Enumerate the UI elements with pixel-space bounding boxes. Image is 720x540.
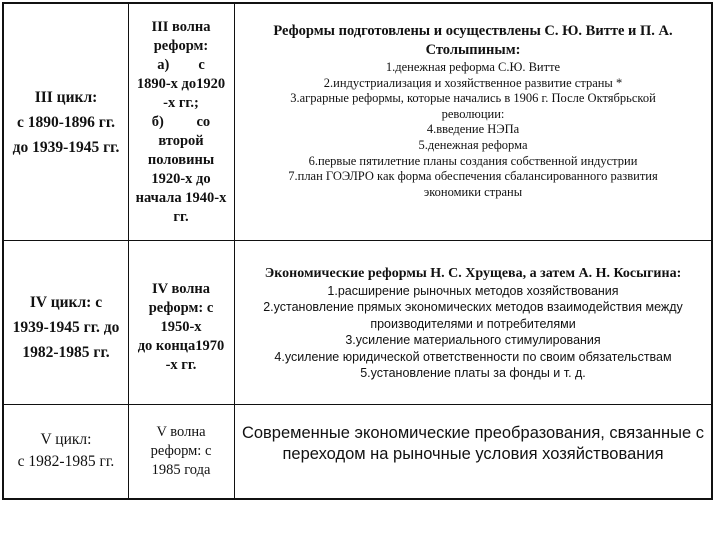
reform-cycles-table [2,2,713,500]
wave-cell-5 [128,404,234,498]
wave-cell-4 [128,240,234,404]
reforms-3-heading: Столыпиным: [425,42,521,58]
cycle-cell-3 [4,4,128,240]
reform-item: 5.установление платы за фонды и т. д. [360,366,586,381]
wave-3-line: 1920-х до [151,170,211,187]
reform-item: 2.индустриализация и хозяйственное развитие страны * [323,75,623,90]
wave-3-line: 1890-х до1920 [136,75,226,92]
reform-item: 7.план ГОЭЛРО как форма обеспечения сбалансированного развития [288,169,658,184]
reform-item: переходом на рыночные условия хозяйствования [282,445,664,463]
reform-item: 1.расширение рыночных методов хозяйствования [327,284,619,298]
cycle-4-line: 1982-1985 гг. [22,343,110,361]
wave-3-line: половины [147,151,215,168]
wave-3-line: а) с [157,56,205,73]
cycle-4-line: IV цикл: с [29,293,103,311]
reform-item: экономики страны [423,184,523,199]
reform-item: 4.усиление юридической ответственности по своим обязательствам [274,349,672,364]
wave-4-line: до конца1970 [137,337,225,354]
wave-5-line: реформ: с [150,442,212,459]
reform-item: 3.усиление материального стимулирования [345,333,601,348]
cycle-cell-4 [4,240,128,404]
wave-cell-3 [128,4,234,240]
reforms-cell-5 [235,404,711,498]
cycle-5-line: с 1982-1985 гг. [17,453,115,470]
cycle-3-line: III цикл: [34,88,98,106]
reform-item: 5.денежная реформа [418,137,528,152]
wave-5-line: 1985 года [151,461,211,478]
wave-3-line: б) со [151,113,211,130]
reform-item: 1.денежная реформа С.Ю. Витте [385,60,561,74]
reform-item: 2.установление прямых экономических методов взаимодействия между [263,300,683,315]
cycle-3-line: до 1939-1945 гг. [12,138,120,156]
reform-item: Современные экономические преобразования, связанные с [241,424,705,442]
reforms-4-heading: Экономические реформы Н. С. Хрущева, а затем А. Н. Косыгина: [264,266,682,281]
reform-item: 4.введение НЭПа [426,122,520,137]
wave-4-line: 1950-х [160,318,202,335]
wave-3-line: второй [158,132,204,149]
wave-5-line: V волна [156,423,206,440]
cycle-4-line: 1939-1945 гг. до [12,318,120,336]
cycle-5-line: V цикл: [40,431,92,448]
wave-3-line: -х гг.; [163,94,199,111]
reform-item: 3.аграрные реформы, которые начались в 1906 г. После Октябрьской [290,91,656,106]
reforms-cell-4 [235,240,711,404]
wave-3-line: гг. [173,208,189,225]
wave-4-line: IV волна [151,280,210,297]
wave-3-line: III волна [151,18,211,35]
wave-4-line: реформ: с [148,299,214,316]
reform-item: 6.первые пятилетние планы создания собственной индустрии [308,153,638,168]
reform-item: производителями и потребителями [370,316,576,331]
wave-4-line: -х гг. [165,356,197,373]
wave-3-line: начала 1940-х [135,189,227,206]
wave-3-line: реформ: [153,37,209,54]
reforms-3-heading: Реформы подготовлены и осуществлены С. Ю. Витте и П. А. [273,23,673,39]
reforms-cell-3 [235,4,711,240]
cycle-3-line: с 1890-1896 гг. [17,113,115,131]
cycle-cell-5 [4,404,128,498]
reform-item: революции: [441,106,505,121]
